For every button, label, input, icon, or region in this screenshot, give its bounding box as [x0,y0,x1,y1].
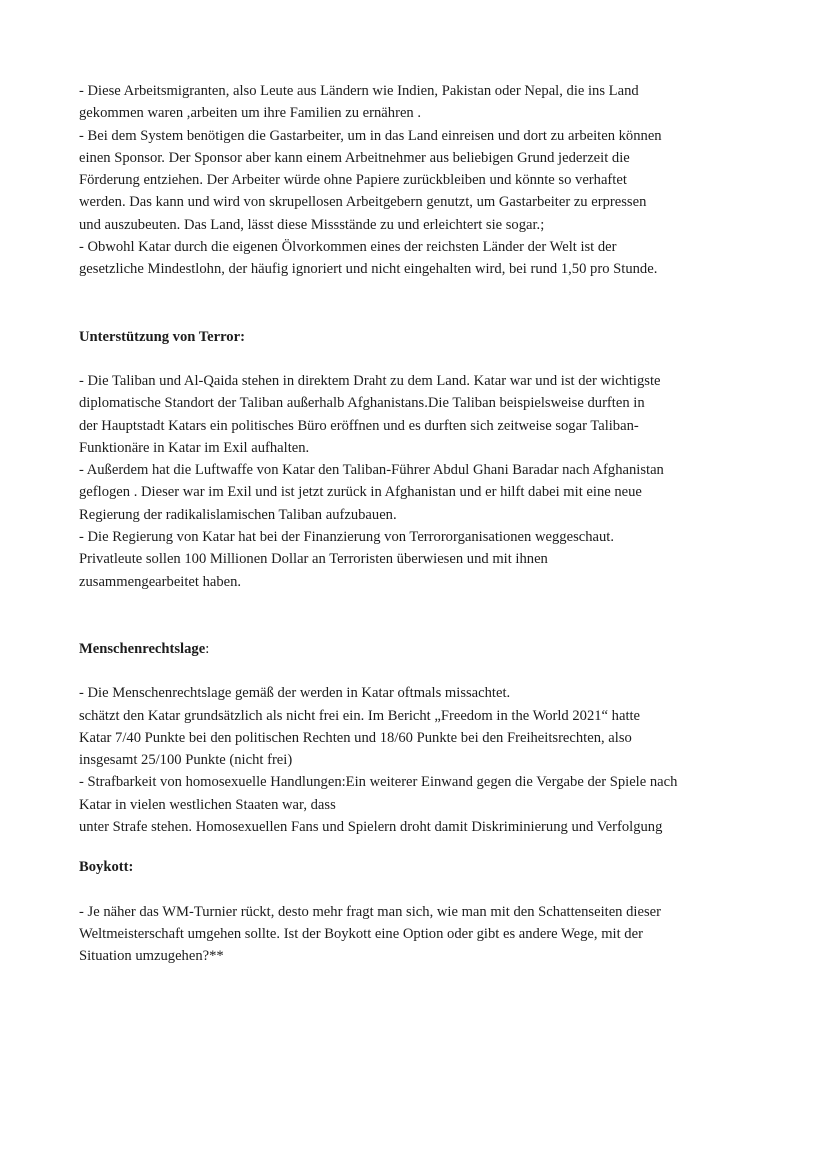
paragraph: - Je näher das WM-Turnier rückt, desto mehr fragt man sich, wie man mit den Schattenseiten dieser Weltmeisterschaft umgehen sollte. Ist der Boykott eine Option oder gibt es andere Wege, mit der Situation umzugehen?** [79,903,661,965]
paragraph: - Bei dem System benötigen die Gastarbeiter, um in das Land einreisen und dort zu arbeiten können einen Sponsor. Der Sponsor aber kann einem Arbeitnehmer aus beliebigen Grund jederzeit die Förderung entziehen. Der Arbeiter würde ohne Papiere zurückbleiben und könnte so verhaftet werden. Das kann und wird von skrupellosen Arbeitgebern genutzt, um Gastarbeiter zu erpressen und auszubeuten. Das Land, lässt diese Missstände zu und erleichtert sie sogar.; [79,127,662,233]
section-heading-colon: : [205,640,210,657]
paragraph: - Strafbarkeit von homosexuelle Handlungen:Ein weiterer Einwand gegen die Vergabe der Spiele nach Katar in vielen westlichen Staaten war, dass unter Strafe stehen. Homosexuellen Fans und Spielern droht damit Diskriminierung und Verfolgung [79,774,678,836]
paragraph: - Außerdem hat die Luftwaffe von Katar den Taliban-Führer Abdul Ghani Baradar nach Afghanistan geflogen . Dieser war im Exil und ist jetzt zurück in Afghanistan und er hilft dabei mit eine neue Regierung der radikalislamischen Taliban aufzubauen. [79,462,664,523]
section-heading-text: Menschenrechtslage [79,640,206,657]
paragraph: - Obwohl Katar durch die eigenen Ölvorkommen eines der reichsten Länder der Welt ist der gesetzliche Mindestlohn, der häufig ignoriert und nicht eingehalten wird, bei rund 1,50 pro Stunde. [79,239,658,278]
section-heading [79,638,779,660]
section-heading [79,856,779,878]
paragraph: - Diese Arbeitsmigranten, also Leute aus Ländern wie Indien, Pakistan oder Nepal, die ins Land gekommen waren ,arbeiten um ihre Familien zu ernähren . [79,83,639,122]
section-migrant-workers [79,80,779,281]
section-boycott [79,856,779,967]
section-heading [79,326,779,348]
section-human-rights [79,638,779,838]
paragraph: - Die Regierung von Katar hat bei der Finanzierung von Terrororganisationen weggeschaut. Privatleute sollen 100 Millionen Dollar an Terroristen überwiesen und mit ihnen zusammengearbeitet haben. [79,529,614,590]
paragraph: - Die Taliban und Al-Qaida stehen in direktem Draht zu dem Land. Katar war und ist der wichtigste diplomatische Standort der Taliban außerhalb Afghanistans.Die Taliban beispielsweise durften in der Hauptstadt Katars ein politisches Büro eröffnen und es durften sich zeitweise sogar Taliban- Funktionäre in Katar im Exil aufhalten. [79,372,661,456]
section-terror-support [79,326,779,593]
paragraph: - Die Menschenrechtslage gemäß der werden in Katar oftmals missachtet. schätzt den Katar grundsätzlich als nicht frei ein. Im Bericht „Freedom in the World 2021“ hatte Katar 7/40 Punkte bei den politischen Rechten und 18/60 Punkte bei den Freiheitsrechten, also insgesamt 25/100 Punkte (nicht frei) [79,685,641,769]
section-heading-text: Unterstützung von Terror: [79,328,245,345]
document-page [79,80,779,968]
section-heading-text: Boykott: [79,859,134,876]
